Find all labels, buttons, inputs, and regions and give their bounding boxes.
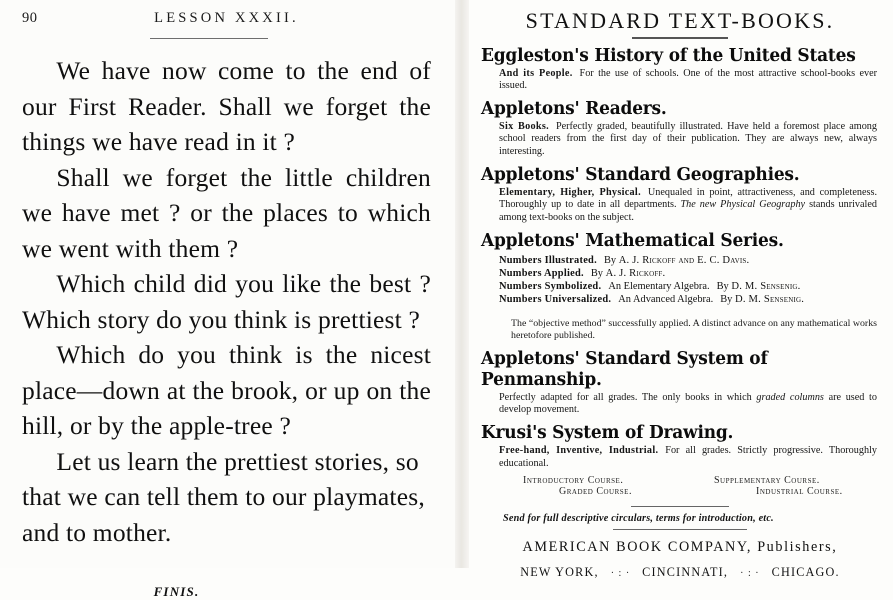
book-description-penmanship <box>499 392 879 417</box>
math-authors-universalized: D. M. Sensenig. <box>734 294 805 306</box>
math-by-applied: By <box>590 268 603 280</box>
math-name-applied: Numbers Applied. <box>499 268 584 280</box>
book-lead-geographies: Elementary, Higher, Physical. <box>499 186 641 198</box>
book-desc-text-readers: Perfectly graded, beautifully illustrated. Have held a foremost place among school readers from the first day of their publication. They are always new, always interesting. <box>499 121 877 157</box>
book-description-eggleston <box>499 68 879 93</box>
city-new-york: NEW YORK, <box>520 564 599 579</box>
lesson-heading: LESSON XXXII. <box>154 10 299 26</box>
book-desc-text-penmanship: Perfectly adapted for all grades. The only books in which <box>499 391 757 403</box>
math-item-illustrated <box>499 254 879 267</box>
course-industrial: Industrial Course. <box>756 485 843 497</box>
book-desc-italic-geographies: The new Physical Geography <box>680 199 806 211</box>
publisher-cities <box>481 565 879 580</box>
header-rule <box>150 38 268 39</box>
mathematical-series-list <box>499 254 879 307</box>
book-title-mathematical: Appletons' Mathematical Series. <box>481 230 784 251</box>
math-by-universalized: By <box>720 294 733 306</box>
book-desc-text-eggleston: For the use of schools. One of the most attractive school-books ever issued. <box>499 67 877 91</box>
math-name-universalized: Numbers Universalized. <box>499 294 612 306</box>
left-page-header <box>22 10 431 32</box>
math-name-symbolized: Numbers Symbolized. <box>499 281 602 293</box>
math-by-symbolized: By <box>716 281 729 293</box>
paragraph-5: Let us learn the prettiest stories, so that we can tell them to our playmates, and to mother. <box>22 446 425 547</box>
book-desc-text-geographies: Unequaled in point, attractiveness, and completeness. Thoroughly up to date in all departments. <box>499 186 878 211</box>
book-gutter <box>455 0 469 568</box>
paragraph-2: Shall we forget the little children we have met ? or the places to which we went with them ? <box>22 162 431 263</box>
book-lead-readers: Six Books. <box>499 121 549 133</box>
book-title-penmanship: Appletons' Standard System of Penmanship. <box>481 348 768 390</box>
city-cincinnati: CINCINNATI, <box>642 564 729 579</box>
page-number: 90 <box>22 10 38 26</box>
book-lead-eggleston: And its People. <box>499 67 573 79</box>
city-separator-2: · : · <box>740 567 760 579</box>
math-name-illustrated: Numbers Illustrated. <box>499 254 597 266</box>
course-supplementary: Supplementary Course. <box>714 474 820 486</box>
mathematical-series-note: The “objective method” successfully applied. A distinct advance on any mathematical works heretofore published. <box>511 317 877 341</box>
course-graded: Graded Course. <box>559 485 632 497</box>
math-item-applied <box>499 267 879 280</box>
course-introductory: Introductory Course. <box>523 474 624 486</box>
book-description-krusi <box>499 445 879 470</box>
paragraph-4: Which do you think is the nicest place—down at the brook, or up on the hill, or by the apple-tree ? <box>22 340 431 440</box>
city-chicago: CHICAGO. <box>771 564 840 579</box>
book-title-geographies: Appletons' Standard Geographies. <box>481 164 800 185</box>
krusi-course-list <box>481 475 879 497</box>
math-detail-universalized: An Advanced Algebra. <box>618 294 714 306</box>
footer-rule-top <box>631 506 729 507</box>
math-authors-symbolized: D. M. Sensenig. <box>731 281 801 293</box>
footer-rule-bottom <box>613 529 747 530</box>
lesson-body <box>22 53 431 550</box>
city-separator-1: · : · <box>610 567 631 579</box>
math-item-symbolized <box>499 280 879 293</box>
book-desc-italic-penmanship: graded columns <box>756 391 824 403</box>
course-row-2 <box>481 486 879 497</box>
book-description-geographies <box>499 187 879 224</box>
right-page <box>469 0 893 579</box>
book-desc-tail-geographies: stands unrivaled among text-books on the subject. <box>499 199 877 223</box>
math-authors-applied: A. J. Rickoff. <box>605 268 666 280</box>
course-row-1 <box>481 475 879 486</box>
heading-rule <box>632 37 728 39</box>
publisher-name: AMERICAN BOOK COMPANY, Publishers, <box>522 538 838 555</box>
math-authors-illustrated: A. J. Rickoff and E. C. Davis. <box>618 254 750 266</box>
math-item-universalized <box>499 293 879 306</box>
math-by-illustrated: By <box>603 254 617 266</box>
book-desc-text-krusi: For all grades. Strictly progressive. Thoroughly educational. <box>499 445 877 469</box>
book-lead-krusi: Free-hand, Inventive, Industrial. <box>499 445 659 457</box>
book-title-krusi: Krusi's System of Drawing. <box>481 423 734 444</box>
paragraph-3: Which child did you like the best ? Which story do you think is prettiest ? <box>22 269 431 334</box>
paragraph-1: We have now come to the end of our First Reader. Shall we forget the things we have read in it ? <box>22 56 431 156</box>
book-description-readers <box>499 121 879 158</box>
advertisement-heading: STANDARD TEXT-BOOKS. <box>525 8 835 33</box>
math-detail-symbolized: An Elementary Algebra. <box>608 281 710 293</box>
finis-mark: FINIS. <box>153 584 200 599</box>
book-desc-tail-penmanship: are used to develop movement. <box>499 391 877 415</box>
book-title-readers: Appletons' Readers. <box>481 99 667 120</box>
circulars-line: Send for full descriptive circulars, terms for introduction, etc. <box>503 512 774 524</box>
book-title-eggleston: Eggleston's History of the United States <box>481 45 856 66</box>
